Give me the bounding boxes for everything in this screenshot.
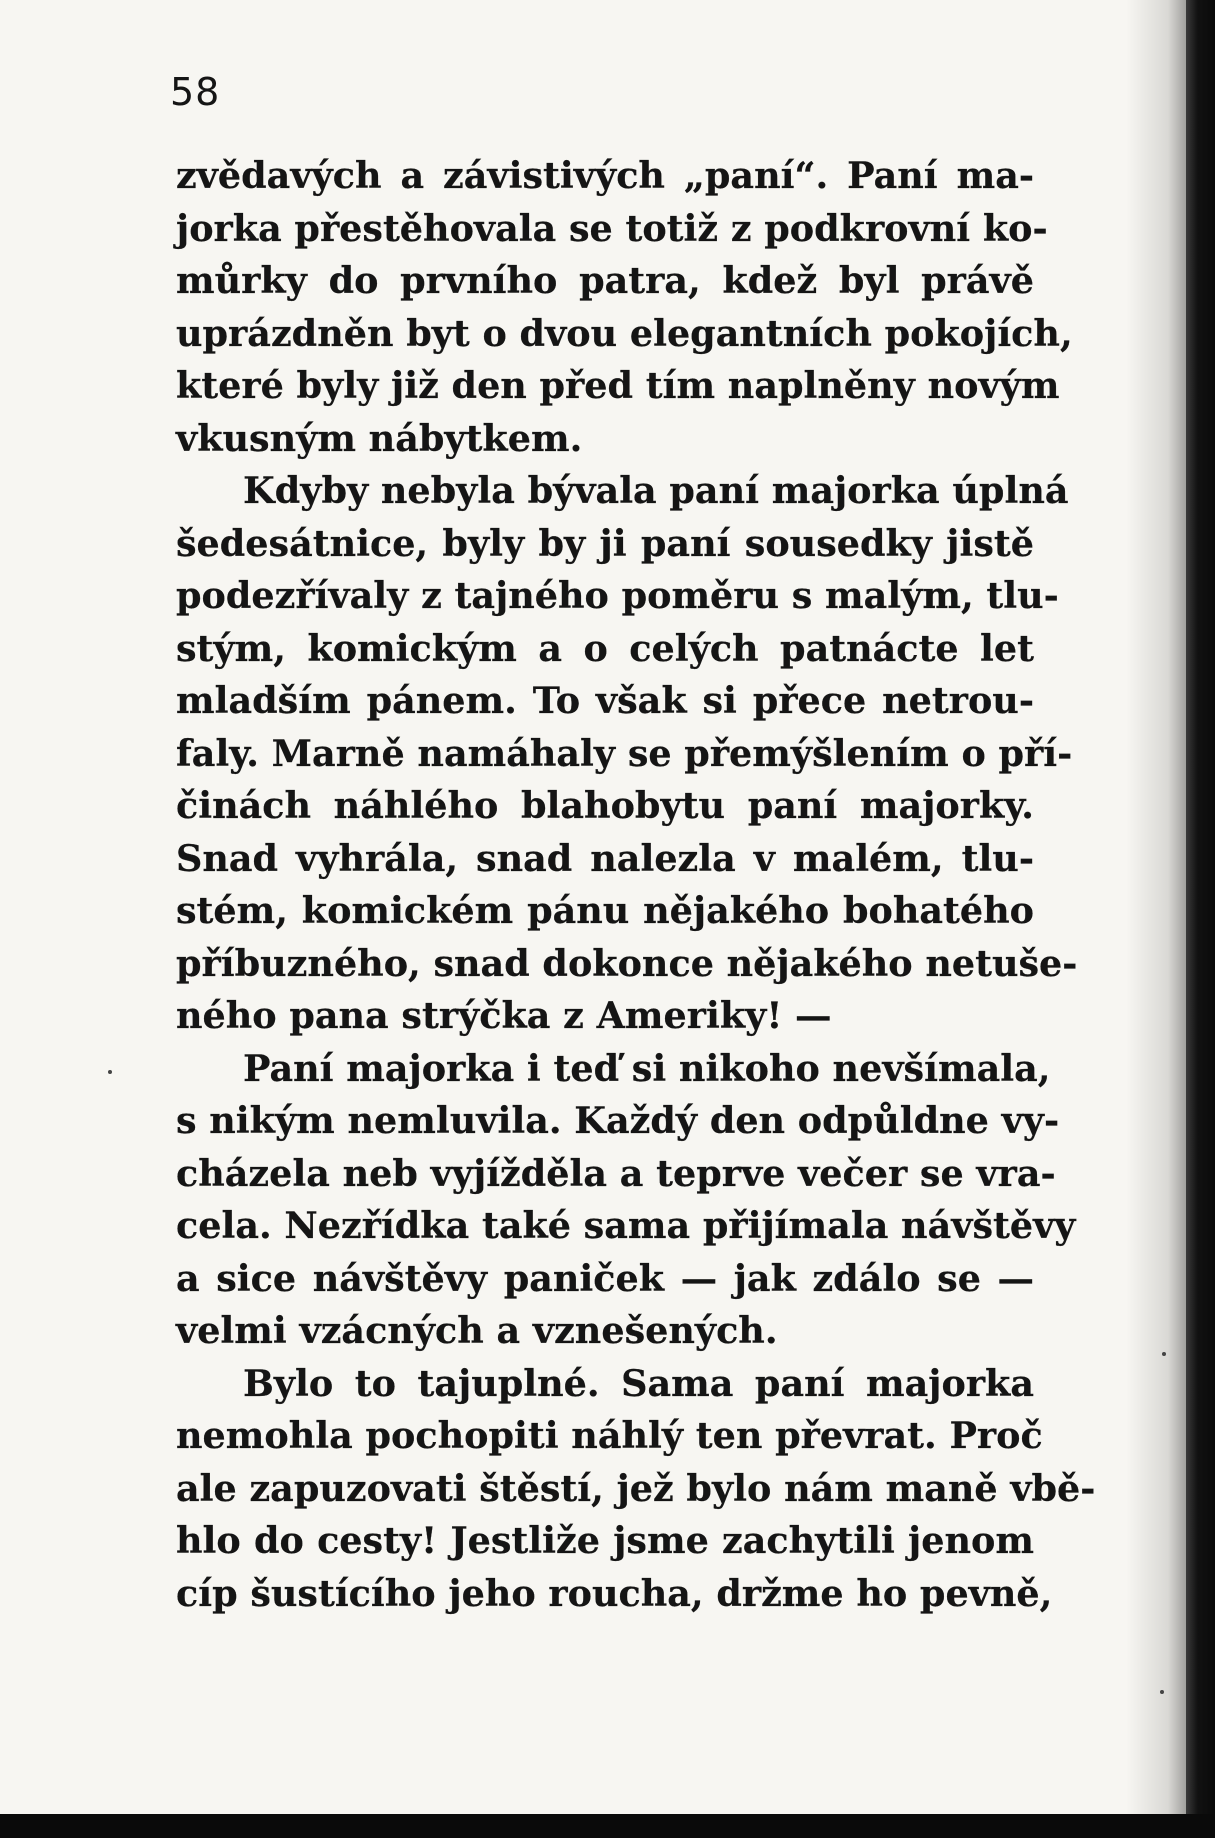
text-line: příbuzného, snad dokonce nějakého netuše- — [176, 941, 1078, 985]
text-line: ale zapuzovati štěstí, jež bylo nám maně vbě- — [176, 1466, 1096, 1510]
book-binding-edge — [1186, 0, 1215, 1838]
page-edge-shadow — [1126, 0, 1186, 1814]
text-line: cela. Nezřídka také sama přijímala návštěvy — [176, 1204, 1076, 1247]
text-line: vkusným nábytkem. — [176, 416, 583, 460]
text-line: uprázdněn byt o dvou elegantních pokojích, — [176, 311, 1073, 355]
text-line: zvědavých a závistivých „paní“. Paní ma- — [176, 154, 1034, 197]
paper-speck — [1160, 1690, 1164, 1694]
text-line: které byly již den před tím naplněny novým — [176, 364, 1060, 407]
scan-bottom-edge — [0, 1814, 1215, 1838]
text-line: Snad vyhrála, snad nalezla v malém, tlu- — [176, 836, 1034, 880]
page-number: 58 — [170, 70, 221, 114]
text-line: činách náhlého blahobytu paní majorky. — [176, 784, 1034, 827]
text-line: faly. Marně namáhaly se přemýšlením o pří- — [176, 731, 1073, 775]
text-line: mladším pánem. To však si přece netrou- — [176, 679, 1034, 722]
text-line: s nikým nemluvila. Každý den odpůldne vy- — [176, 1099, 1060, 1142]
text-line: velmi vzácných a vznešených. — [176, 1309, 778, 1352]
paper-speck — [108, 1070, 112, 1074]
text-line: můrky do prvního patra, kdež byl právě — [176, 259, 1034, 302]
paper-speck — [1162, 1352, 1166, 1356]
text-line: stém, komickém pánu nějakého bohatého — [176, 889, 1034, 932]
text-line: stým, komickým a o celých patnácte let — [176, 626, 1034, 670]
text-line: cíp šustícího jeho roucha, držme ho pevně, — [176, 1571, 1053, 1615]
text-line: cházela neb vyjížděla a teprve večer se vra- — [176, 1151, 1056, 1195]
text-line: a sice návštěvy paniček — jak zdálo se — — [176, 1256, 1034, 1300]
text-line: nemohla pochopiti náhlý ten převrat. Proč — [176, 1414, 1043, 1457]
text-line: podezřívaly z tajného poměru s malým, tlu- — [176, 574, 1059, 617]
text-line: hlo do cesty! Jestliže jsme zachytili jenom — [176, 1519, 1034, 1562]
text-line: Bylo to tajuplné. Sama paní majorka — [243, 1361, 1034, 1405]
text-line: šedesátnice, byly by ji paní sousedky jistě — [176, 521, 1034, 565]
text-line: Kdyby nebyla bývala paní majorka úplná — [243, 469, 1069, 512]
text-line: Paní majorka i teď si nikoho nevšímala, — [243, 1046, 1051, 1090]
body-text — [176, 150, 1096, 1620]
text-line: ného pana strýčka z Ameriky! — — [176, 994, 832, 1037]
text-line: jorka přestěhovala se totiž z podkrovní ko- — [176, 206, 1048, 250]
